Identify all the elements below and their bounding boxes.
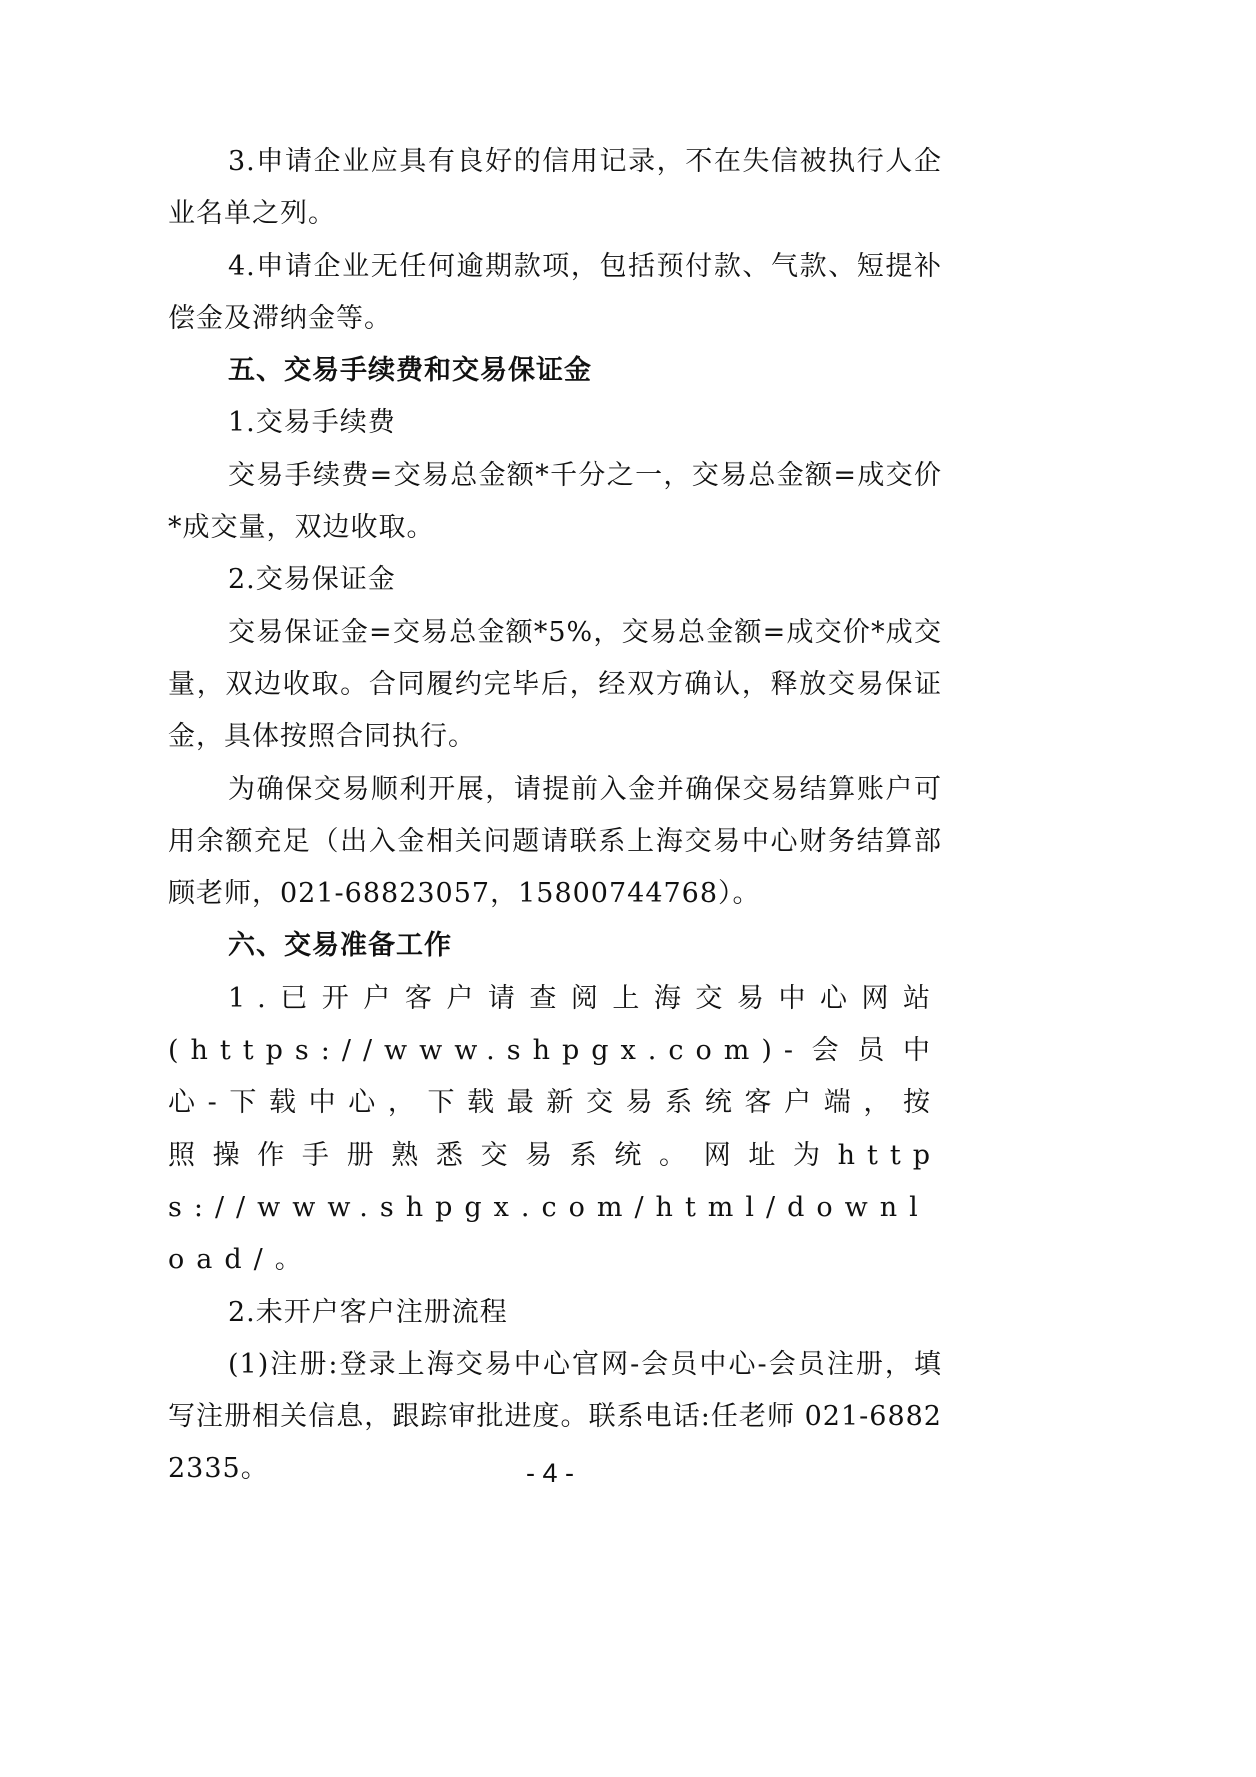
section-heading-preparation: 六、交易准备工作 bbox=[228, 930, 452, 962]
paragraph-no-overdue: 4.申请企业无任何逾期款项，包括预付款、气款、短提补偿金及滞纳金等。 bbox=[168, 250, 942, 334]
document-body bbox=[168, 136, 942, 1496]
paragraph-credit-record: 3.申请企业应具有良好的信用记录，不在失信被执行人企业名单之列。 bbox=[168, 146, 942, 230]
subheading-trading-margin: 2.交易保证金 bbox=[228, 564, 396, 596]
paragraph-existing-clients: 1.已开户客户请查阅上海交易中心网站(https://www.shpgx.com)-会员中心-下载中心，下载最新交易系统客户端，按照操作手册熟悉交易系统。网址为https://www.shpgx.com/html/download/。 bbox=[168, 982, 942, 1276]
paragraph-registration-step: (1)注册:登录上海交易中心官网-会员中心-会员注册，填写注册相关信息，跟踪审批进度。联系电话:任老师 021-68822335。 bbox=[168, 1348, 942, 1485]
paragraph-funding-contact: 为确保交易顺利开展，请提前入金并确保交易结算账户可用余额充足（出入金相关问题请联系上海交易中心财务结算部顾老师，021-68823057，15800744768）。 bbox=[168, 773, 942, 910]
paragraph-trading-margin: 交易保证金=交易总金额*5%，交易总金额=成交价*成交量，双边收取。合同履约完毕后，经双方确认，释放交易保证金，具体按照合同执行。 bbox=[168, 616, 942, 753]
subheading-trading-fee: 1.交易手续费 bbox=[228, 407, 396, 439]
paragraph-trading-fee: 交易手续费=交易总金额*千分之一，交易总金额=成交价*成交量，双边收取。 bbox=[168, 459, 942, 544]
subheading-registration: 2.未开户客户注册流程 bbox=[228, 1296, 508, 1328]
page-number: - 4 - bbox=[525, 1458, 574, 1488]
section-heading-fees-margin: 五、交易手续费和交易保证金 bbox=[228, 355, 592, 387]
